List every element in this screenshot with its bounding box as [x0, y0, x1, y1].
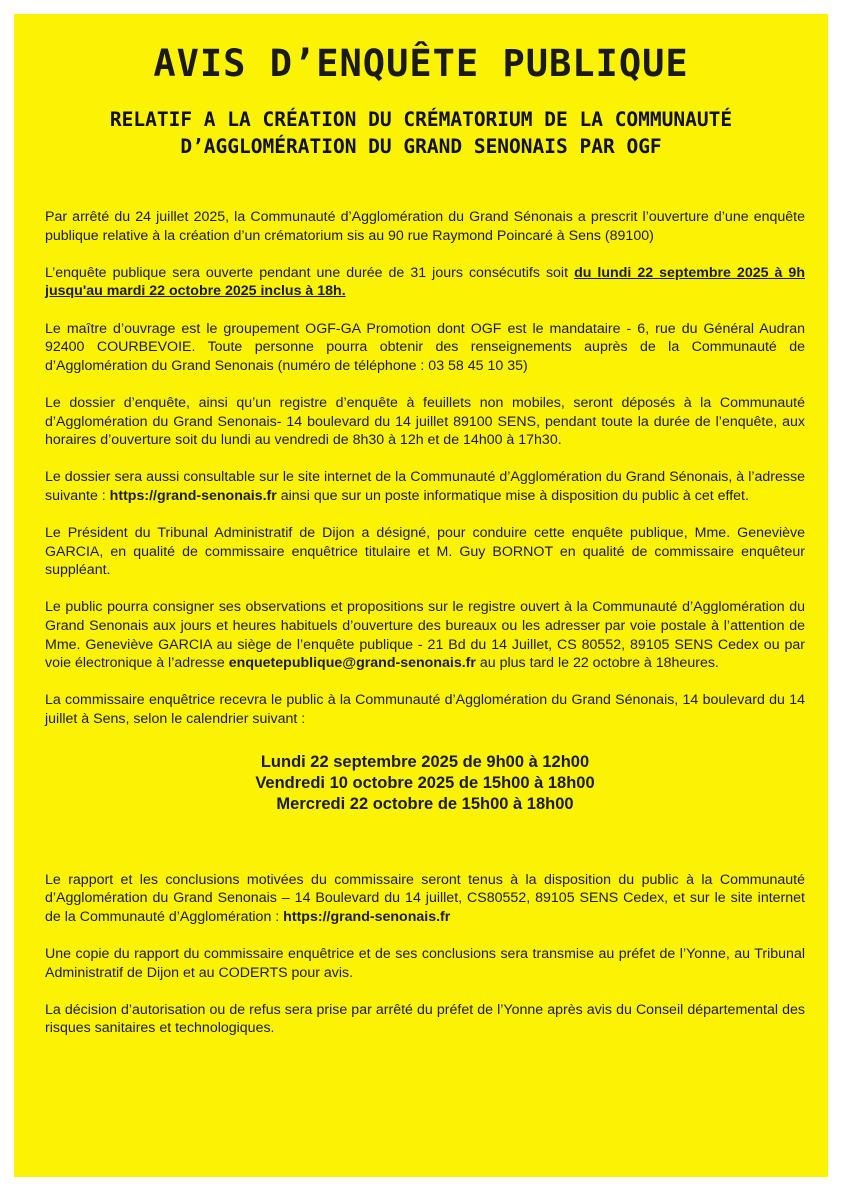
- paragraph-copy: Une copie du rapport du commissaire enquêtrice et de ses conclusions sera transmise au préfet de l’Yonne, au Tribunal Administratif de Dijon et au CODERTS pour avis.: [45, 946, 805, 981]
- paragraph-decision: La décision d’autorisation ou de refus sera prise par arrêté du préfet de l’Yonne après avis du Conseil départemental des risques sanitaires et technologiques.: [45, 1001, 805, 1037]
- paragraph-observations: [45, 598, 805, 672]
- notice-subtitle: RELATIF A LA CRÉATION DU CRÉMATORIUM DE LA COMMUNAUTÉ D’AGGLOMÉRATION DU GRAND SENONAIS PAR OGF: [109, 108, 733, 158]
- website-text-after: ainsi que sur un poste informatique mise à disposition du public à cet effet.: [276, 487, 749, 504]
- notice-poster: [14, 14, 828, 1177]
- duration-text: L’enquête publique sera ouverte pendant une durée de 31 jours consécutifs soit: [45, 264, 575, 281]
- duration-dates: du lundi 22 septembre 2025 à 9h jusqu'au mardi 22 octobre 2025 inclus à 18h.: [45, 264, 805, 300]
- email-link[interactable]: enquetepublique@grand-senonais.fr: [228, 655, 476, 672]
- website-text-before: Le dossier sera aussi consultable sur le site internet de la Communauté d’Agglomération du Grand Sénonais, à l’adresse suivante :: [45, 469, 805, 504]
- paragraph-report: [45, 871, 805, 927]
- paragraph-commissioner: Le Président du Tribunal Administratif de Dijon a désigné, pour conduire cette enquête publique, Mme. Geneviève GARCIA, en qualité de commissaire enquêtrice titulaire et M. Guy BORNOT en qualité de commissaire enquêteur suppléant.: [45, 525, 805, 579]
- report-website-link[interactable]: https://grand-senonais.fr: [283, 908, 451, 925]
- paragraph-duration: [45, 264, 805, 301]
- paragraph-dossier: Le dossier d’enquête, ainsi qu’un registre d’enquête à feuillets non mobiles, seront déposés à la Communauté d’Agglomération du Grand Senonais- 14 boulevard du 14 juillet 89100 SENS, pendant toute la durée de l’enquête, aux horaires d’ouverture soit du lundi au vendredi de 8h30 à 12h et de 14h00 à 17h30.: [45, 394, 805, 449]
- notice-title: AVIS D’ENQUÊTE PUBLIQUE: [153, 42, 689, 85]
- website-link[interactable]: https://grand-senonais.fr: [109, 487, 277, 504]
- schedule-line-2: Vendredi 10 octobre 2025 de 15h00 à 18h00: [255, 773, 595, 792]
- schedule-line-3: Mercredi 22 octobre de 15h00 à 18h00: [276, 794, 574, 813]
- paragraph-website: [45, 468, 805, 505]
- notice-body: [45, 208, 805, 1057]
- paragraph-project-owner: Le maître d’ouvrage est le groupement OGF-GA Promotion dont OGF est le mandataire - 6, rue du Général Audran 92400 COURBEVOIE. Toute personne pourra obtenir des renseignements auprès de la Communauté de d’Agglomération du Grand Senonais (numéro de téléphone : 03 58 45 10 35): [45, 320, 805, 374]
- schedule: [45, 752, 805, 815]
- paragraph-decree: Par arrêté du 24 juillet 2025, la Communauté d’Agglomération du Grand Sénonais a prescrit l’ouverture d’une enquête publique relative à la création d’un crématorium sis au 90 rue Raymond Poincaré à Sens (89100): [45, 209, 805, 244]
- observations-text-before: Le public pourra consigner ses observations et propositions sur le registre ouvert à la Communauté d’Agglomération du Grand Senonais aux jours et heures habituels d’ouverture des bureaux ou les adresser par voie postale à l’attention de Mme. Geneviève GARCIA au siège de l’enquête publique - 21 Bd du 14 Juillet, CS 80552, 89105 SENS Cedex ou par voie électronique à l’adresse: [45, 599, 805, 672]
- report-text: Le rapport et les conclusions motivées du commissaire seront tenus à la disposition du public à la Communauté d’Agglomération du Grand Senonais – 14 Boulevard du 14 juillet, CS80552, 89105 SENS Cedex, et sur le site internet de la Communauté d’Agglomération :: [45, 871, 805, 925]
- observations-text-after: au plus tard le 22 octobre à 18heures.: [475, 655, 719, 672]
- schedule-line-1: Lundi 22 septembre 2025 de 9h00 à 12h00: [260, 752, 590, 771]
- paragraph-calendar-intro: La commissaire enquêtrice recevra le public à la Communauté d’Agglomération du Grand Sénonais, 14 boulevard du 14 juillet à Sens, selon le calendrier suivant :: [45, 692, 805, 728]
